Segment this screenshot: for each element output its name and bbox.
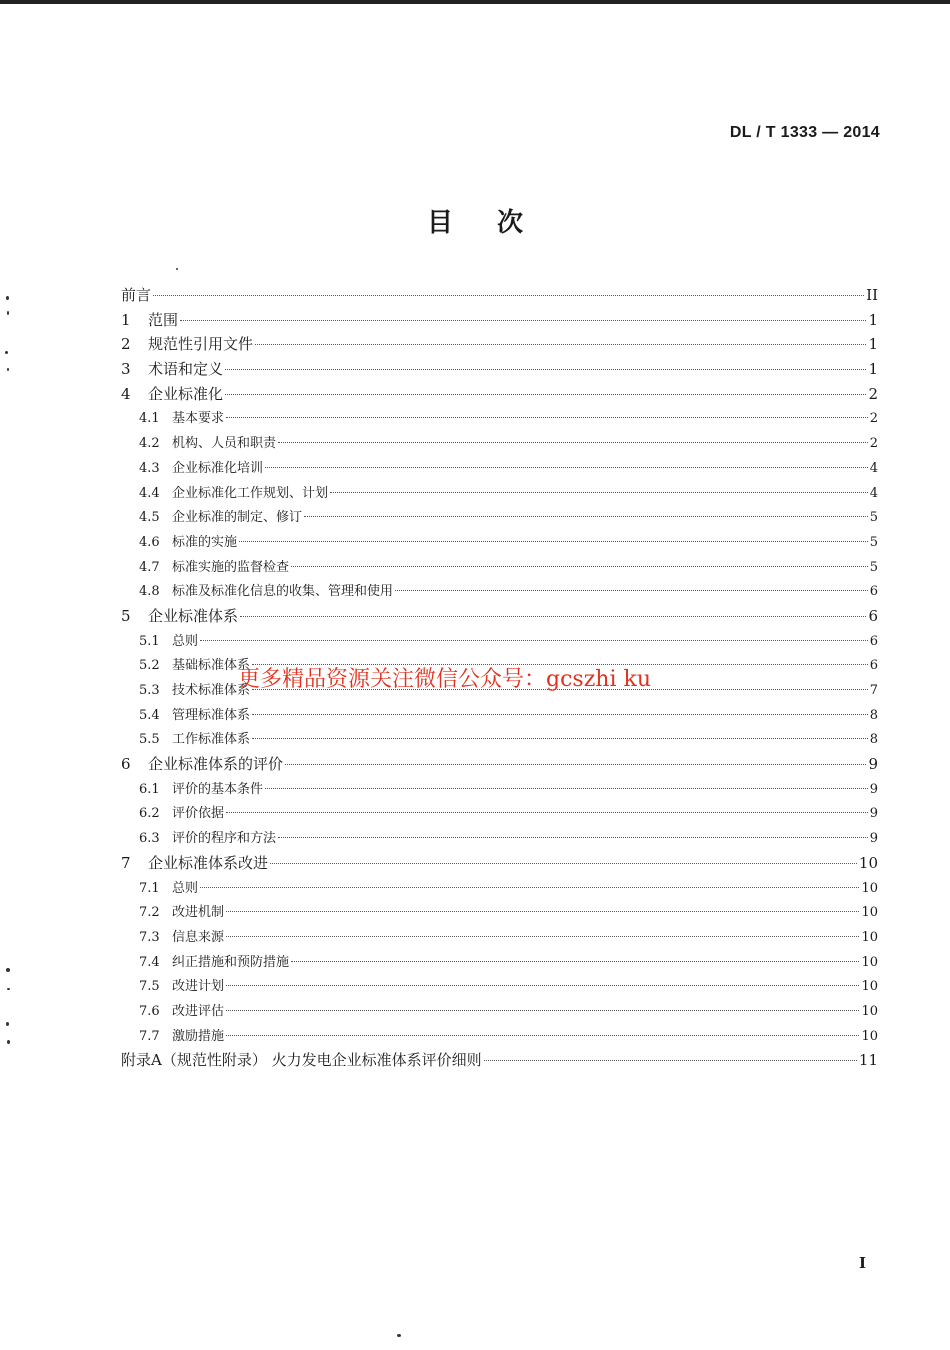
toc-entry-title: 规范性引用文件 — [148, 335, 254, 354]
toc-entry-number: 5.4 — [139, 707, 160, 723]
toc-entry-number: 2 — [121, 335, 131, 354]
toc-entry-title: 评价的程序和方法 — [172, 831, 277, 847]
toc-entry-number: 5.2 — [139, 658, 160, 674]
toc-entry-number: 4.8 — [139, 584, 160, 600]
scan-speck — [7, 988, 10, 990]
toc-entry-title: 总则 — [172, 633, 199, 649]
toc-entry[interactable] — [121, 531, 878, 556]
toc-entry-page: 8 — [869, 732, 878, 748]
toc-entry-title: 激励措施 — [172, 1028, 225, 1044]
toc-entry-number: 4.3 — [139, 460, 160, 476]
toc-entry[interactable] — [121, 358, 878, 383]
toc-entry-page: 10 — [861, 1028, 878, 1044]
toc-entry[interactable] — [121, 877, 878, 902]
toc-entry-number: 7.6 — [139, 1003, 160, 1019]
toc-entry-number: 1 — [121, 310, 131, 329]
toc-entry[interactable] — [121, 284, 878, 309]
toc-entry-page: 2 — [869, 411, 878, 427]
toc-entry-title: 基本要求 — [172, 411, 225, 427]
toc-entry-title: 基础标准体系 — [172, 658, 251, 674]
toc-entry[interactable] — [121, 827, 878, 852]
toc-dot-leader — [226, 1035, 859, 1036]
toc-entry-number: 7.2 — [139, 905, 160, 921]
toc-entry-number: 6.1 — [139, 781, 160, 797]
toc-entry-number: 4.2 — [139, 436, 160, 452]
toc-entry-title: 评价依据 — [172, 806, 225, 822]
toc-dot-leader — [265, 467, 868, 468]
toc-entry-title: 企业标准化 — [148, 384, 224, 403]
toc-entry-number: 4.6 — [139, 534, 160, 550]
toc-entry-page: 6 — [868, 606, 878, 625]
toc-entry-page: 11 — [858, 1051, 878, 1070]
toc-entry-number: 7.3 — [139, 929, 160, 945]
page-title — [0, 202, 950, 239]
toc-entry-page: 8 — [869, 707, 878, 723]
toc-dot-leader — [278, 442, 868, 443]
toc-entry-title: 机构、人员和职责 — [172, 436, 277, 452]
toc-dot-leader — [265, 788, 868, 789]
toc-entry-page: 9 — [869, 831, 878, 847]
toc-entry-title: 企业标准体系的评价 — [148, 755, 284, 774]
toc-entry[interactable] — [121, 901, 878, 926]
toc-entry-title: 信息来源 — [172, 929, 225, 945]
toc-dot-leader — [330, 492, 868, 493]
toc-dot-leader — [226, 936, 859, 937]
toc-entry-number: 4.1 — [139, 411, 160, 427]
toc-entry[interactable] — [121, 630, 878, 655]
toc-entry[interactable] — [121, 482, 878, 507]
scan-speck — [6, 296, 9, 300]
toc-dot-leader — [200, 887, 859, 888]
toc-entry-number: 6.3 — [139, 831, 160, 847]
toc-dot-leader — [226, 417, 868, 418]
toc-dot-leader — [270, 863, 857, 864]
toc-entry-page: 6 — [869, 633, 878, 649]
toc-entry-title: 企业标准体系 — [148, 606, 239, 625]
toc-entry-title: 标准的实施 — [172, 534, 238, 550]
toc-entry-number: 7 — [121, 853, 131, 872]
toc-entry-title: 评价的基本条件 — [172, 781, 264, 797]
toc-dot-leader — [278, 837, 868, 838]
toc-entry-page: 4 — [869, 460, 878, 476]
toc-dot-leader — [484, 1060, 857, 1061]
title-char-1: 目 — [426, 208, 453, 238]
toc-entry[interactable] — [121, 506, 878, 531]
toc-entry-title: 标准及标准化信息的收集、管理和使用 — [172, 584, 394, 600]
toc-entry-number: 4 — [121, 384, 131, 403]
toc-entry-number: 5.5 — [139, 732, 160, 748]
toc-dot-leader — [226, 812, 868, 813]
toc-dot-leader — [225, 394, 866, 395]
toc-dot-leader — [180, 320, 866, 321]
toc-entry-page: 5 — [869, 559, 878, 575]
toc-dot-leader — [226, 911, 859, 912]
scan-speck — [7, 368, 9, 371]
toc-dot-leader — [153, 295, 864, 296]
toc-entry-title: 技术标准体系 — [172, 683, 251, 698]
toc-entry-title: 改进计划 — [172, 979, 225, 995]
toc-entry-title: 企业标准化培训 — [172, 460, 264, 476]
toc-entry-page: 9 — [869, 781, 878, 797]
toc-entry[interactable] — [121, 704, 878, 729]
toc-dot-leader — [226, 985, 859, 986]
toc-dot-leader — [395, 590, 868, 591]
toc-entry-number: 5.3 — [139, 683, 160, 698]
toc-dot-leader — [200, 640, 868, 641]
toc-entry[interactable] — [121, 309, 878, 334]
toc-entry[interactable] — [121, 1025, 878, 1050]
toc-entry-title: 企业标准体系改进 — [148, 853, 269, 872]
toc-entry-page: 10 — [861, 905, 878, 921]
toc-entry[interactable] — [121, 926, 878, 951]
toc-entry-page: 6 — [869, 658, 878, 674]
toc-entry-number: 4.5 — [139, 510, 160, 526]
toc-entry-title: 标准实施的监督检查 — [172, 559, 290, 575]
toc-dot-leader — [240, 616, 866, 617]
document-number: DL / T 1333 — 2014 — [729, 124, 880, 141]
toc-dot-leader — [226, 1010, 859, 1011]
toc-entry[interactable] — [121, 778, 878, 803]
toc-entry[interactable] — [121, 802, 878, 827]
toc-entry-page: 10 — [861, 880, 878, 896]
toc-entry-page: 9 — [868, 755, 878, 774]
toc-entry-number: 6 — [121, 755, 131, 774]
toc-entry[interactable] — [121, 432, 878, 457]
toc-entry-page: 4 — [869, 485, 878, 501]
toc-dot-leader — [225, 369, 866, 370]
toc-entry[interactable] — [121, 951, 878, 976]
toc-dot-leader — [291, 566, 868, 567]
toc-entry[interactable] — [121, 605, 878, 630]
toc-entry-number: 5 — [121, 606, 131, 625]
toc-entry-page: 10 — [861, 979, 878, 995]
toc-entry-title: 管理标准体系 — [172, 707, 251, 723]
toc-entry-page: 5 — [869, 534, 878, 550]
toc-entry[interactable] — [121, 556, 878, 581]
toc-entry-number: 7.7 — [139, 1028, 160, 1044]
toc-entry-number: 4.7 — [139, 559, 160, 575]
toc-entry-title: 附录A（规范性附录） 火力发电企业标准体系评价细则 — [121, 1051, 482, 1070]
title-char-2: 次 — [497, 208, 524, 238]
scan-speck — [176, 268, 178, 270]
toc-entry[interactable] — [121, 753, 878, 778]
toc-entry[interactable] — [121, 333, 878, 358]
toc-entry-number: 4.4 — [139, 485, 160, 501]
scan-speck — [397, 1334, 401, 1337]
toc-entry-page: 5 — [869, 510, 878, 526]
toc-dot-leader — [239, 541, 868, 542]
toc-entry[interactable] — [121, 457, 878, 482]
top-border-rule — [0, 0, 950, 4]
toc-entry-number: 7.4 — [139, 954, 160, 970]
toc-entry-title: 改进评估 — [172, 1003, 225, 1019]
toc-dot-leader — [304, 516, 868, 517]
toc-dot-leader — [252, 714, 868, 715]
toc-entry-page: 2 — [869, 436, 878, 452]
scan-speck — [7, 311, 9, 315]
toc-entry-title: 术语和定义 — [148, 360, 224, 379]
toc-dot-leader — [285, 764, 866, 765]
toc-entry-title: 企业标准的制定、修订 — [172, 510, 303, 526]
toc-entry-title: 改进机制 — [172, 905, 225, 921]
toc-dot-leader — [255, 344, 866, 345]
toc-entry[interactable] — [121, 1049, 878, 1074]
toc-entry-title: 总则 — [172, 880, 199, 896]
toc-entry-page: 9 — [869, 806, 878, 822]
scan-speck — [5, 351, 8, 354]
toc-entry-number: 7.5 — [139, 979, 160, 995]
toc-entry-title: 前言 — [121, 286, 152, 304]
toc-entry-title: 范围 — [148, 310, 179, 329]
toc-entry-page: 7 — [869, 683, 878, 698]
toc-entry-page: 10 — [861, 1003, 878, 1019]
page-number: I — [858, 1254, 866, 1272]
toc-entry-page: 10 — [861, 954, 878, 970]
toc-entry-number: 6.2 — [139, 806, 160, 822]
toc-entry[interactable] — [121, 1000, 878, 1025]
scan-speck — [6, 1022, 9, 1026]
toc-entry-title: 企业标准化工作规划、计划 — [172, 485, 329, 501]
toc-entry[interactable] — [121, 407, 878, 432]
scan-speck — [7, 1040, 10, 1044]
toc-entry-page: 1 — [868, 310, 878, 329]
toc-dot-leader — [252, 738, 868, 739]
toc-entry-page: 2 — [868, 384, 878, 403]
toc-entry-title: 纠正措施和预防措施 — [172, 954, 290, 970]
toc-entry[interactable] — [121, 383, 878, 408]
toc-entry[interactable] — [121, 580, 878, 605]
watermark-text: 更多精品资源关注微信公众号：gcszhi ku — [238, 667, 651, 692]
toc-entry-page: 10 — [858, 853, 878, 872]
toc-entry-page: 1 — [868, 360, 878, 379]
toc-entry-number: 7.1 — [139, 880, 160, 896]
toc-entry-title: 工作标准体系 — [172, 732, 251, 748]
toc-entry[interactable] — [121, 852, 878, 877]
toc-entry-number: 3 — [121, 360, 131, 379]
toc-dot-leader — [291, 961, 859, 962]
toc-entry[interactable] — [121, 728, 878, 753]
toc-entry-number: 5.1 — [139, 633, 160, 649]
scan-speck — [6, 968, 10, 972]
toc-entry-page: 10 — [861, 929, 878, 945]
toc-entry-page: II — [866, 286, 878, 304]
toc-entry-page: 6 — [869, 584, 878, 600]
toc-entry[interactable] — [121, 975, 878, 1000]
toc-entry-page: 1 — [868, 335, 878, 354]
